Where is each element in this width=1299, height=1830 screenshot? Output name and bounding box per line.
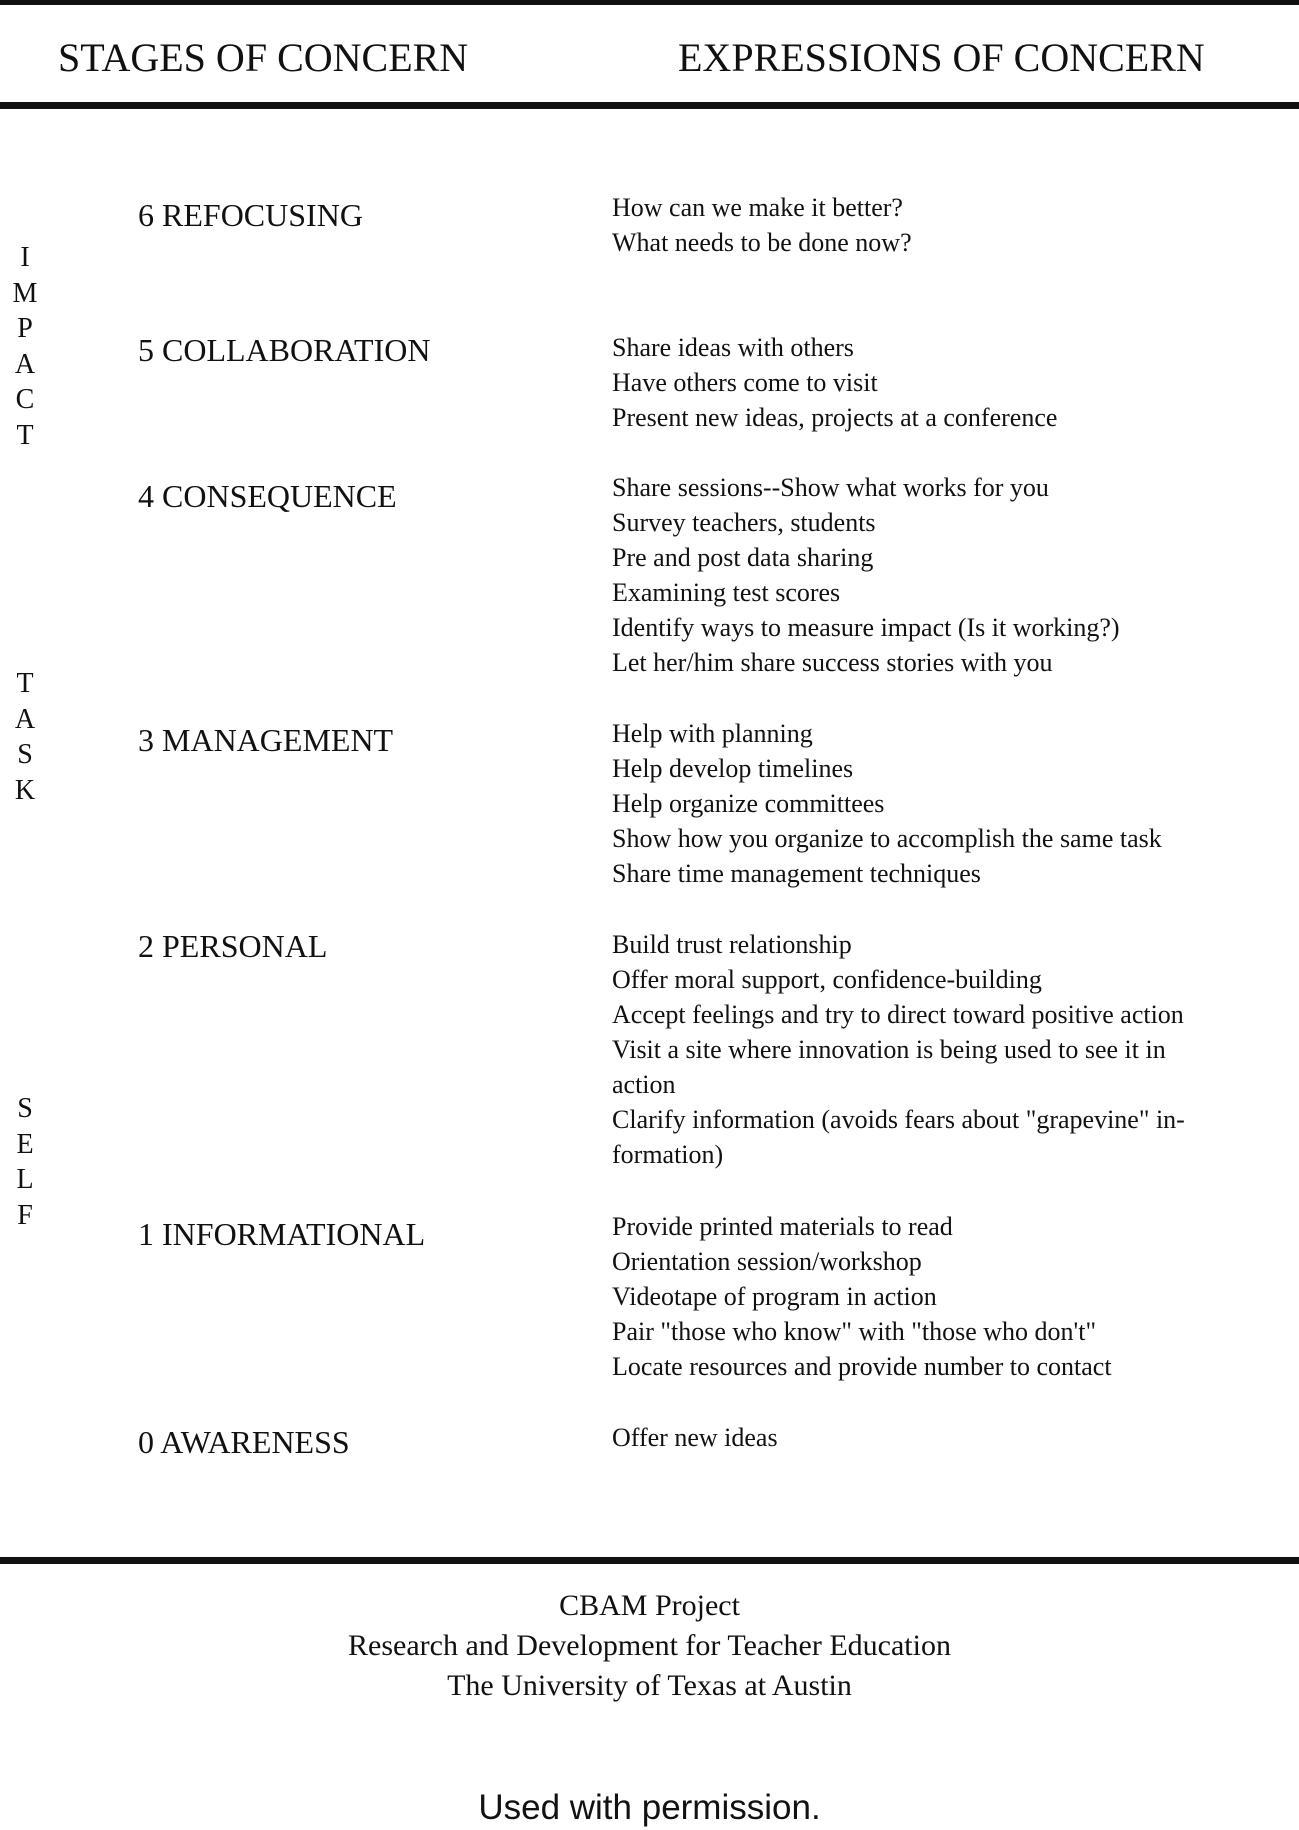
impact-letter: A	[14, 348, 36, 380]
expression-item: Visit a site where innovation is being used to see it in	[612, 1035, 1166, 1064]
expression-item: Orientation session/workshop	[612, 1247, 922, 1276]
expression-item: Pre and post data sharing	[612, 543, 874, 572]
expression-item: action	[612, 1070, 676, 1099]
task-letter: S	[17, 739, 33, 770]
expression-item: Accept feelings and try to direct toward positive action	[612, 1000, 1184, 1029]
stage-3-expressions	[612, 716, 1299, 891]
self-letter: F	[17, 1199, 33, 1231]
credit-department: Research and Development for Teacher Education	[348, 1629, 951, 1662]
stage-2-personal: 2 PERSONAL	[138, 928, 328, 964]
self-letter: S	[17, 1093, 33, 1124]
footer-rule	[0, 1557, 1299, 1564]
expression-item: Offer new ideas	[612, 1423, 778, 1452]
stage-1-informational: 1 INFORMATIONAL	[138, 1216, 426, 1252]
expression-item: Help develop timelines	[612, 754, 854, 783]
expression-item: How can we make it better?	[612, 193, 903, 222]
stage-4-consequence: 4 CONSEQUENCE	[138, 478, 397, 514]
impact-letter: M	[12, 277, 38, 309]
expression-item: Provide printed materials to read	[612, 1212, 953, 1241]
expression-item: Share time management techniques	[612, 859, 981, 888]
self-label	[10, 1091, 40, 1233]
expression-item: What needs to be done now?	[612, 228, 912, 257]
expression-item: Videotape of program in action	[612, 1282, 937, 1311]
task-letter: T	[16, 668, 34, 699]
expression-item: Clarify information (avoids fears about "grapevine" in-	[612, 1105, 1185, 1134]
permission-note: Used with permission.	[478, 1788, 821, 1827]
stages-header: STAGES OF CONCERN	[58, 35, 469, 80]
stage-0-expressions	[612, 1420, 1299, 1455]
impact-label	[10, 240, 40, 453]
expressions-header: EXPRESSIONS OF CONCERN	[678, 35, 1205, 80]
expression-item: Let her/him share success stories with you	[612, 648, 1053, 677]
expression-item: Survey teachers, students	[612, 508, 876, 537]
expression-item: Locate resources and provide number to contact	[612, 1352, 1112, 1381]
self-letter: L	[16, 1164, 34, 1195]
credit-university: The University of Texas at Austin	[447, 1669, 852, 1702]
expression-item: Have others come to visit	[612, 368, 878, 397]
expression-item: Build trust relationship	[612, 930, 852, 959]
task-letter: A	[14, 703, 36, 735]
stage-6-expressions	[612, 190, 1299, 260]
task-letter: K	[14, 774, 36, 806]
expression-item: Pair "those who know" with "those who don't"	[612, 1317, 1097, 1346]
impact-letter: I	[20, 242, 30, 273]
expression-item: Identify ways to measure impact (Is it working?)	[612, 613, 1120, 642]
stage-0-awareness: 0 AWARENESS	[138, 1424, 350, 1460]
stage-4-expressions	[612, 470, 1299, 680]
impact-letter: C	[15, 384, 35, 415]
impact-letter: P	[17, 313, 33, 344]
expression-item: Show how you organize to accomplish the same task	[612, 824, 1162, 853]
task-label	[10, 666, 40, 808]
stage-5-collaboration: 5 COLLABORATION	[138, 332, 431, 368]
stage-6-refocusing: 6 REFOCUSING	[138, 197, 363, 233]
stage-5-expressions	[612, 330, 1299, 435]
stage-2-expressions	[612, 927, 1299, 1172]
expression-item: Share sessions--Show what works for you	[612, 473, 1049, 502]
expression-item: Help organize committees	[612, 789, 885, 818]
expression-item: Share ideas with others	[612, 333, 854, 362]
credit-block	[0, 1586, 1299, 1706]
self-letter: E	[16, 1128, 34, 1160]
expression-item: formation)	[612, 1140, 724, 1169]
top-rule	[0, 0, 1299, 5]
expression-item: Help with planning	[612, 719, 813, 748]
credit-project: CBAM Project	[559, 1589, 740, 1622]
stage-1-expressions	[612, 1209, 1299, 1384]
stage-3-management: 3 MANAGEMENT	[138, 722, 394, 758]
impact-letter: T	[16, 419, 34, 451]
expression-item: Offer moral support, confidence-building	[612, 965, 1042, 994]
expression-item: Present new ideas, projects at a conference	[612, 403, 1058, 432]
expression-item: Examining test scores	[612, 578, 841, 607]
header-rule	[0, 102, 1299, 109]
